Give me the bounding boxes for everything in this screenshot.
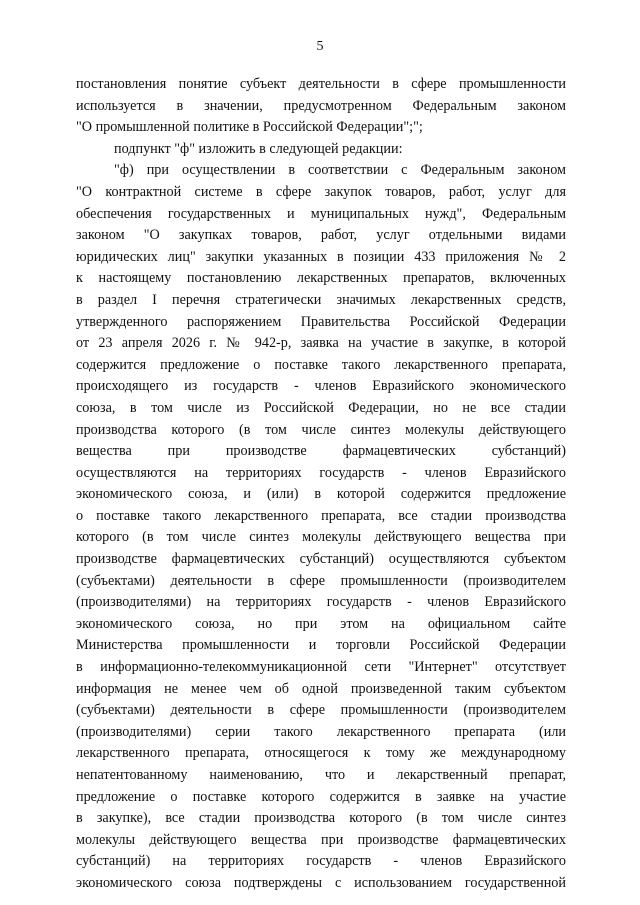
text-line: содержится предложение о поставке такого лекарственного препарата, <box>76 356 566 373</box>
text-line: лекарственного препарата, относящегося к тому же международному <box>76 745 566 762</box>
text-line: (субъектами) деятельности в сфере промышленности (производителем <box>76 702 566 719</box>
text-line: информация не менее чем об одной произведенной таким субъектом <box>76 680 566 697</box>
page-number: 5 <box>316 39 324 54</box>
text-line: о поставке такого лекарственного препарата, все стадии производства <box>76 507 566 524</box>
text-line: производства которого (в том числе синтез молекулы действующего <box>76 421 566 438</box>
text-line: используется в значении, предусмотренном Федеральным законом <box>76 97 566 114</box>
text-line: в раздел I перечня стратегически значимых лекарственных средств, <box>76 291 566 308</box>
text-line: союза, в том числе из Российской Федерации, но не все стадии <box>76 399 566 416</box>
text-line: (производителями) на территориях государств - членов Евразийского <box>76 594 566 611</box>
text-line: субстанций) на территориях государств - членов Евразийского <box>76 853 566 870</box>
text-line: к настоящему постановлению лекарственных препаратов, включенных <box>76 270 566 287</box>
text-line: постановления понятие субъект деятельности в сфере промышленности <box>76 76 566 92</box>
text-line: (субъектами) деятельности в сфере промышленности (производителем <box>76 572 566 589</box>
text-line: "О промышленной политике в Российской Федерации";"; <box>76 119 423 136</box>
text-line: экономического союза подтверждены с использованием государственной <box>76 874 566 891</box>
text-line: которого (в том числе синтез молекулы действующего вещества при <box>76 529 566 546</box>
text-line: в информационно-телекоммуникационной сети "Интернет" отсутствует <box>76 659 566 676</box>
text-line: экономического союза, и (или) в которой содержится предложение <box>76 486 566 503</box>
text-line: "О контрактной системе в сфере закупок товаров, работ, услуг для <box>76 183 566 200</box>
text-line: (производителями) серии такого лекарственного препарата (или <box>76 723 566 740</box>
text-line: происходящего из государств - членов Евразийского экономического <box>76 378 566 395</box>
text-line: молекулы действующего вещества при производстве фармацевтических <box>76 831 566 848</box>
text-line: подпункт "ф" изложить в следующей редакции: <box>114 140 403 157</box>
text-line: осуществляются на территориях государств - членов Евразийского <box>76 464 566 481</box>
text-line: "ф) при осуществлении в соответствии с Федеральным законом <box>114 162 566 179</box>
text-line: утвержденного распоряжением Правительства Российской Федерации <box>76 313 566 330</box>
text-line: предложение о поставке которого содержится в заявке на участие <box>76 788 566 805</box>
text-line: законом "О закупках товаров, работ, услуг отдельными видами <box>76 227 566 244</box>
text-line: обеспечения государственных и муниципальных нужд", Федеральным <box>76 205 566 222</box>
text-line: производстве фармацевтических субстанций) осуществляются субъектом <box>76 551 566 568</box>
text-line: в закупке), все стадии производства которого (в том числе синтез <box>76 810 566 827</box>
text-line: от 23 апреля 2026 г. № 942-р, заявка на участие в закупке, в которой <box>76 335 566 352</box>
text-line: вещества при производстве фармацевтических субстанций) <box>76 443 566 460</box>
text-line: юридических лиц" закупки указанных в позиции 433 приложения № 2 <box>76 248 566 265</box>
text-line: непатентованному наименованию, что и лекарственный препарат, <box>76 767 566 783</box>
document-body <box>76 74 566 895</box>
text-line: экономического союза, но при этом на официальном сайте <box>76 615 566 632</box>
text-line: Министерства промышленности и торговли Российской Федерации <box>76 637 566 654</box>
